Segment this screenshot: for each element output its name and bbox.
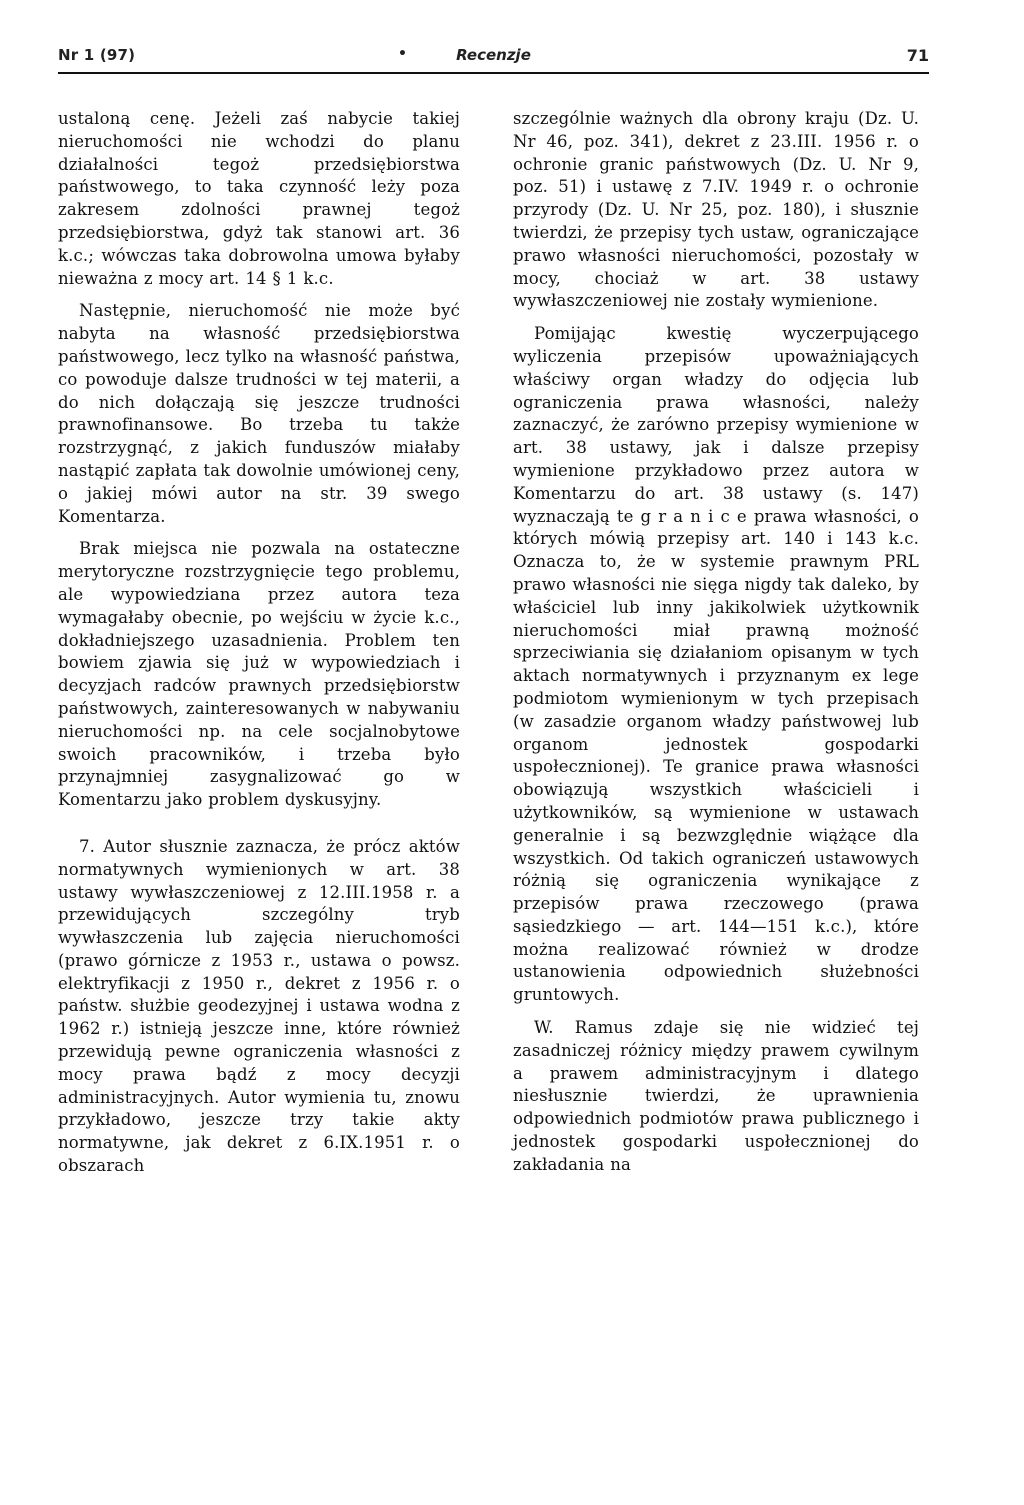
page-number: 71 — [906, 46, 929, 65]
paragraph-right-3: W. Ramus zdaje się nie widzieć tej zasadniczej różnicy między prawem cywilnym a prawem administracyjnym i dlatego niesłusznie twierdzi, że uprawnienia odpowiednich podmiotów prawa publicznego i jednostek gospodarki uspołecznionej do zakładania na — [513, 1018, 919, 1174]
left-text-column — [58, 108, 460, 1202]
paragraph-left-4: 7. Autor słusznie zaznacza, że prócz aktów normatywnych wymienionych w art. 38 ustawy wywłaszczeniowej z 12.III.1958 r. a przewidujących szczególny tryb wywłaszczenia lub zajęcia nieruchomości (prawo górnicze z 1953 r., ustawa o powsz. elektryfikacji z 1950 r., dekret z 1956 r. o państw. służbie geodezyjnej i ustawa wodna z 1962 r.) istnieją jeszcze inne, które również przewidują pewne ograniczenia własności z mocy prawa bądź z mocy decyzji administracyjnych. Autor wymienia tu, znowu przykładowo, jeszcze trzy takie akty normatywne, jak dekret z 6.IX.1951 r. o obszarach — [58, 836, 460, 1176]
paragraph-right-2: Pomijając kwestię wyczerpującego wyliczenia przepisów upoważniających właściwy organ władzy do odjęcia lub ograniczenia prawa własności, należy zaznaczyć, że zarówno przepisy wymienione w art. 38 ustawy, jak i dalsze przepisy wymienione przykładowo przez autora w Komentarzu do art. 38 ustawy (s. 147) wyznaczają te g r a n i c e prawa własności, o których mówią przepisy art. 140 i 143 k.c. Oznacza to, że w systemie prawnym PRL prawo własności nie sięga nigdy tak daleko, by właściciel lub inny jakikolwiek użytkownik nieruchomości miał prawną możność sprzeciwiania się działaniom opisanym w tych aktach normatywnych i przyznanym ex lege podmiotom wymienionym w tych przepisach (w zasadzie organom władzy państwowej lub organom jednostek gospodarki uspołecznionej). Te granice prawa własności obowiązują wszystkich właścicieli i użytkowników, są wymienione w ustawach generalnie i są bezwzględnie wiążące dla wszystkich. Od takich ograniczeń ustawowych różnią się ograniczenia wynikające z przepisów prawa rzeczowego (prawa sąsiedzkiego — art. 144—151 k.c.), które można realizować również w drodze ustanowienia odpowiednich służebności gruntowych. — [513, 324, 919, 1005]
header-bullet: • — [398, 46, 407, 62]
paragraph-left-1: ustaloną cenę. Jeżeli zaś nabycie takiej nieruchomości nie wchodzi do planu działalności tegoż przedsiębiorstwa państwowego, to taka czynność leży poza zakresem zdolności prawnej tegoż przedsiębiorstwa, gdyż tak stanowi art. 36 k.c.; wówczas taka dobrowolna umowa byłaby nieważna z mocy art. 14 § 1 k.c. — [58, 109, 460, 288]
paragraph-right-1: szczególnie ważnych dla obrony kraju (Dz. U. Nr 46, poz. 341), dekret z 23.III. 1956 r. o ochronie granic państwowych (Dz. U. Nr 9, poz. 51) i ustawę z 7.IV. 1949 r. o ochronie przyrody (Dz. U. Nr 25, poz. 180), i słusznie twierdzi, że przepisy tych ustaw, ograniczające prawo własności nieruchomości, pozostały w mocy, chociaż w art. 38 ustawy wywłaszczeniowej nie zostały wymienione. — [513, 109, 919, 311]
right-text-column — [513, 108, 919, 1201]
issue-number: Nr 1 (97) — [58, 46, 136, 64]
paragraph-left-3: Brak miejsca nie pozwala na ostateczne merytoryczne rozstrzygnięcie tego problemu, ale wypowiedziana przez autora teza wymagałaby obecnie, po wejściu w życie k.c., dokładniejszego uzasadnienia. Problem ten bowiem zjawia się już w wypowiedziach i decyzjach radców prawnych przedsiębiorstw państwowych, zainteresowanych w nabywaniu nieruchomości np. na cele socjalnobytowe swoich pracowników, i trzeba było przynajmniej zasygnalizować go w Komentarzu jako problem dyskusyjny. — [58, 539, 460, 810]
paragraph-left-2: Następnie, nieruchomość nie może być nabyta na własność przedsiębiorstwa państwowego, lecz tylko na własność państwa, co powoduje dalsze trudności w tej materii, a do nich dołączają się jeszcze trudności prawnofinansowe. Bo trzeba tu także rozstrzygnąć, z jakich funduszów miałaby nastąpić zapłata tak dowolnie umówionej ceny, o jakiej mówi autor na str. 39 swego Komentarza. — [58, 301, 460, 526]
page-header — [58, 36, 929, 74]
section-title: Recenzje — [456, 46, 531, 64]
